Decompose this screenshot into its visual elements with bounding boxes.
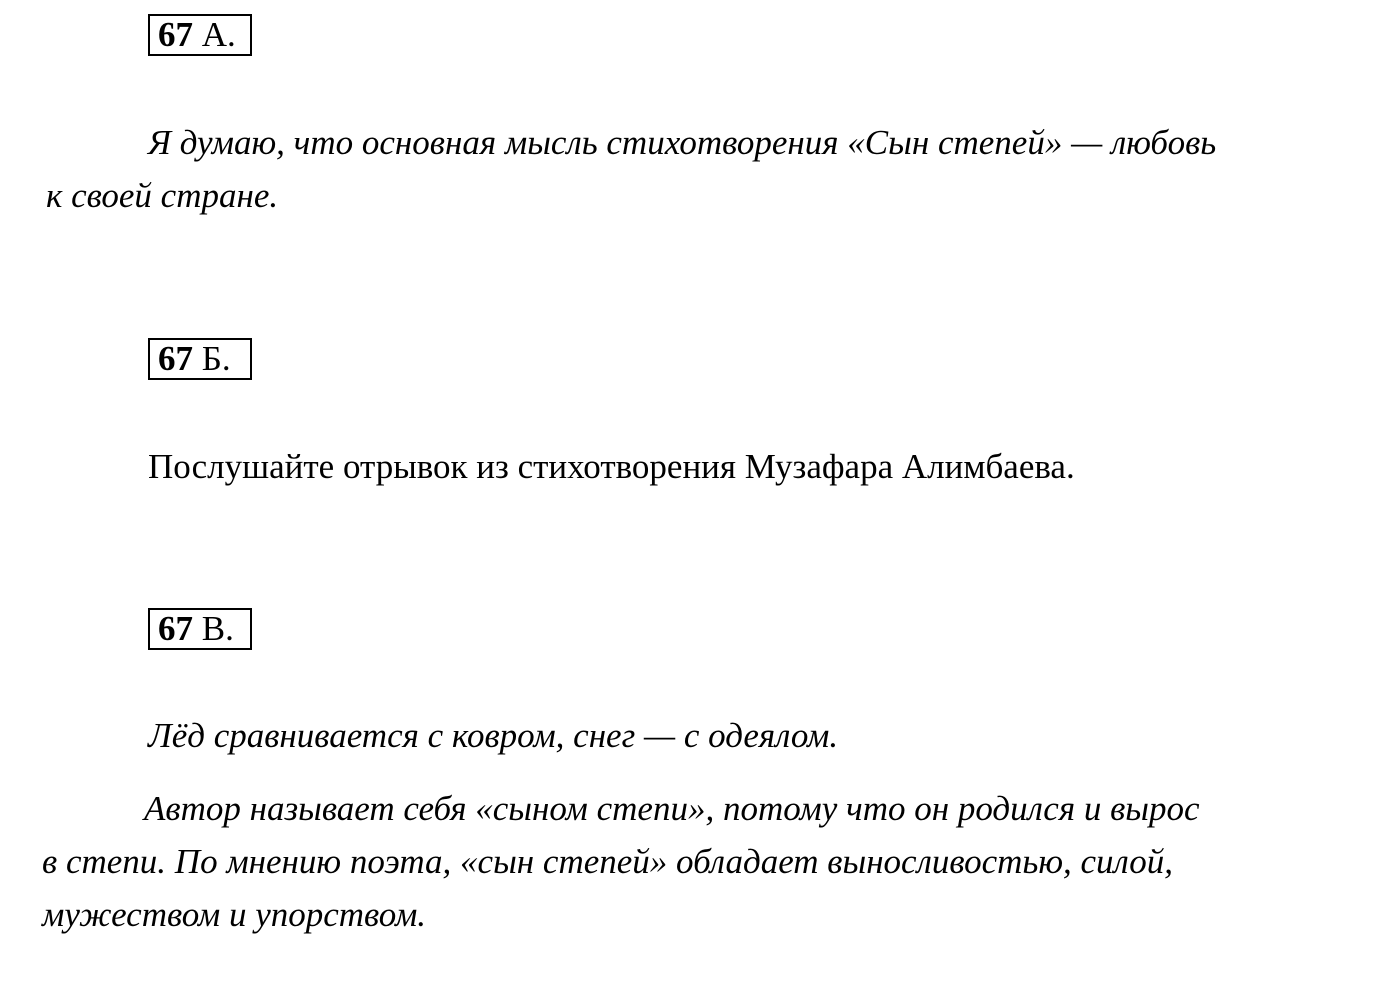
answer-line: Я думаю, что основная мысль стихотворения «Сын степей» — любовь <box>148 123 1217 162</box>
exercise-number: 67 <box>158 609 193 648</box>
exercise-letter: В. <box>201 609 234 648</box>
exercise-letter: Б. <box>201 339 231 378</box>
answer-line: Автор называет себя «сыном степи», потому что он родился и вырос <box>144 789 1200 828</box>
exercise-label-67b <box>148 338 252 380</box>
answer-line: Лёд сравнивается с ковром, снег — с одеялом. <box>148 716 839 755</box>
exercise-number: 67 <box>158 339 193 378</box>
answer-line: в степи. По мнению поэта, «сын степей» обладает выносливостью, силой, <box>42 842 1173 881</box>
answer-line: к своей стране. <box>46 176 279 215</box>
answer-line: мужеством и упорством. <box>42 895 427 934</box>
exercise-label-67a <box>148 14 252 56</box>
exercise-label-67v <box>148 608 252 650</box>
exercise-letter: А. <box>201 15 236 54</box>
exercise-number: 67 <box>158 15 193 54</box>
instruction-line: Послушайте отрывок из стихотворения Музафара Алимбаева. <box>148 447 1075 486</box>
